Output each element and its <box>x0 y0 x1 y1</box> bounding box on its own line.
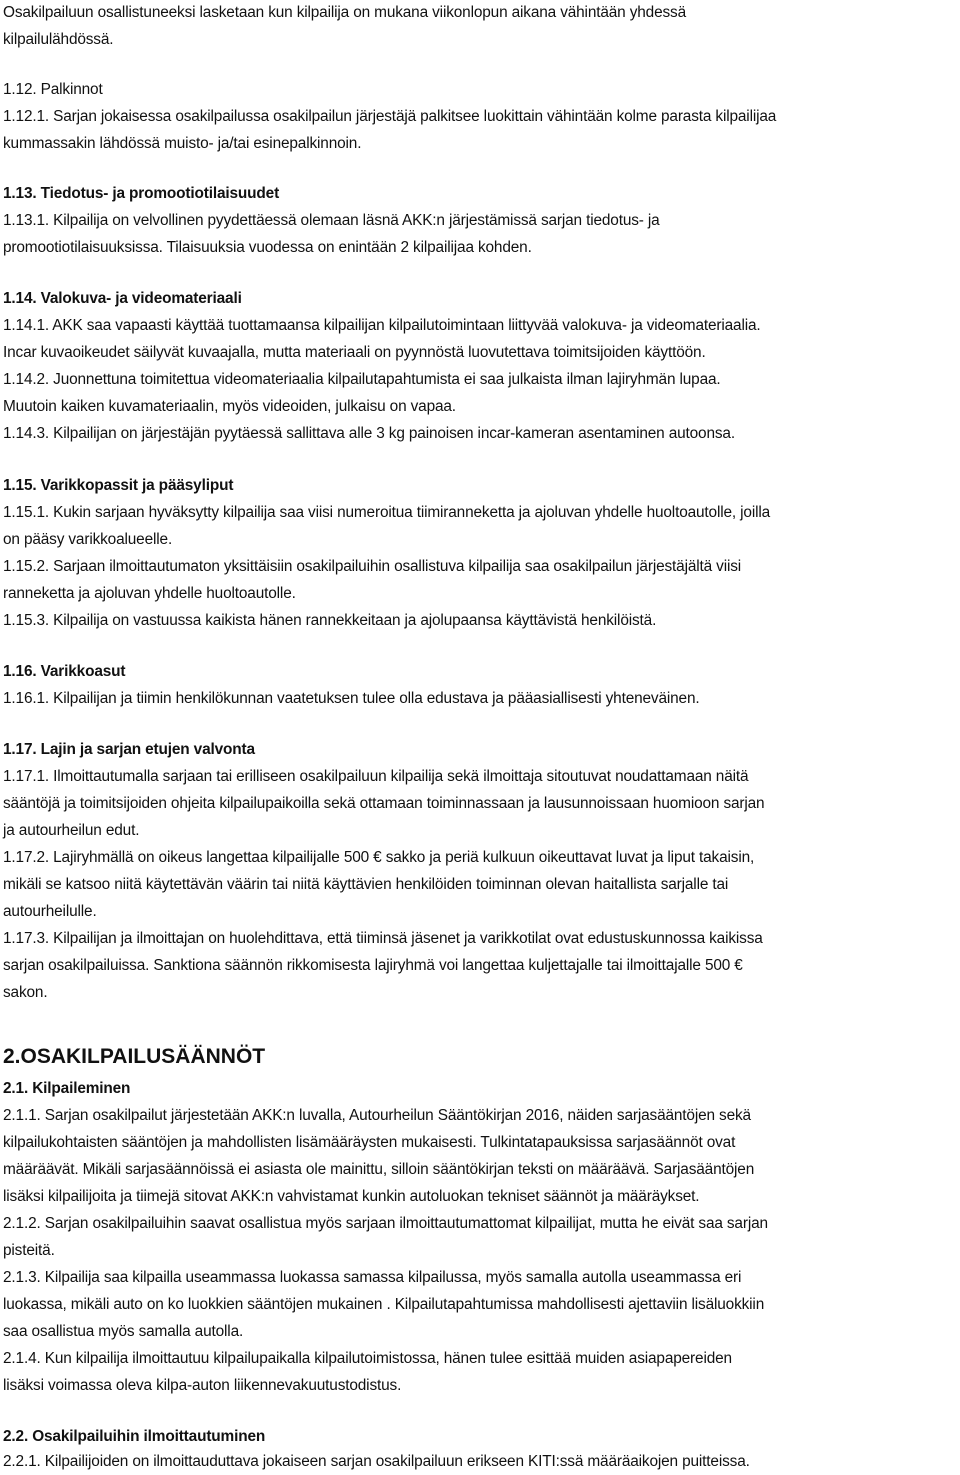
body-text-line: sääntöjä ja toimitsijoiden ohjeita kilpailupaikoilla sekä ottamaan toiminnassaan ja lausunnoissaan huomioon sarjan <box>3 795 765 812</box>
body-text-line: 2.1.2. Sarjan osakilpailuihin saavat osallistua myös sarjaan ilmoittautumattomat kilpailijat, mutta he eivät saa sarjan <box>3 1215 768 1232</box>
body-text-line: ja autourheilun edut. <box>3 822 140 839</box>
body-text-line: Muutoin kaiken kuvamateriaalin, myös videoiden, julkaisu on vapaa. <box>3 398 456 415</box>
body-text-line: 1.17.1. Ilmoittautumalla sarjaan tai erilliseen osakilpailuun kilpailija sekä ilmoittaja sitoutuvat noudattamaan näitä <box>3 768 749 785</box>
chapter-heading: 2.OSAKILPAILUSÄÄNNÖT <box>3 1045 266 1068</box>
section-heading: 2.2. Osakilpailuihin ilmoittautuminen <box>3 1428 266 1445</box>
body-text-line: 1.16.1. Kilpailijan ja tiimin henkilökunnan vaatetuksen tulee olla edustava ja pääasiallisesti yhteneväinen. <box>3 690 700 707</box>
body-text-line: on pääsy varikkoalueelle. <box>3 531 173 548</box>
body-text-line: määräävät. Mikäli sarjasäännöissä ei asiasta ole mainittu, silloin sääntökirjan teksti on määräävä. Sarjasääntöjen <box>3 1161 755 1178</box>
body-text-line: 1.13.1. Kilpailija on velvollinen pyydettäessä olemaan läsnä AKK:n järjestämissä sarjan tiedotus- ja <box>3 212 660 229</box>
body-text-line: promootiotilaisuuksissa. Tilaisuuksia vuodessa on enintään 2 kilpailijaa kohden. <box>3 239 532 256</box>
body-text-line: mikäli se katsoo niitä käytettävän väärin tai niitä käyttävien henkilöiden toiminnan olevan haitallista sarjalle tai <box>3 876 729 893</box>
body-text-line: Incar kuvaoikeudet säilyvät kuvaajalla, mutta materiaali on pyynnöstä luovutettava toimitsijoiden käyttöön. <box>3 344 706 361</box>
section-heading: 1.14. Valokuva- ja videomateriaali <box>3 290 242 307</box>
body-text-line: 2.1.1. Sarjan osakilpailut järjestetään AKK:n luvalla, Autourheilun Sääntökirjan 2016, näiden sarjasääntöjen sekä <box>3 1107 751 1124</box>
body-text-line: kummassakin lähdössä muisto- ja/tai esinepalkinnoin. <box>3 135 362 152</box>
body-text-line: lisäksi kilpailijoita ja tiimejä sitovat AKK:n vahvistamat kunkin autoluokan tekniset säännöt ja määräykset. <box>3 1188 700 1205</box>
body-text-line: autourheilulle. <box>3 903 97 920</box>
body-text-line: luokassa, mikäli auto on ko luokkien sääntöjen mukainen . Kilpailutapahtumissa mahdollisesti ajettaviin lisäluokkiin <box>3 1296 765 1313</box>
body-text-line: 2.1.4. Kun kilpailija ilmoittautuu kilpailupaikalla kilpailutoimistossa, hänen tulee esittää muiden asiapapereiden <box>3 1350 732 1367</box>
section-heading: 1.13. Tiedotus- ja promootiotilaisuudet <box>3 185 280 202</box>
body-text-line: 1.14.3. Kilpailijan on järjestäjän pyytäessä sallittava alle 3 kg painoisen incar-kameran asentaminen autoonsa. <box>3 425 735 442</box>
body-text-line: sarjan osakilpailuissa. Sanktiona säännön rikkomisesta lajiryhmä voi langettaa kuljettajalle tai ilmoittajalle 500 € <box>3 957 743 974</box>
body-text-line: kilpailukohtaisten sääntöjen ja mahdollisten lisämääräysten mukaisesti. Tulkintatapauksissa sarjasäännöt ovat <box>3 1134 736 1151</box>
body-text-line: ranneketta ja ajoluvan yhdelle huoltoautolle. <box>3 585 296 602</box>
section-heading-line: 1.12. Palkinnot <box>3 81 103 98</box>
section-heading: 1.17. Lajin ja sarjan etujen valvonta <box>3 741 255 758</box>
body-text-line: 1.14.1. AKK saa vapaasti käyttää tuottamaansa kilpailijan kilpailutoimintaan liittyvää valokuva- ja videomateriaalia. <box>3 317 761 334</box>
body-text-line: 1.15.1. Kukin sarjaan hyväksytty kilpailija saa viisi numeroitua tiimiranneketta ja ajoluvan yhdelle huoltoautolle, joilla <box>3 504 771 521</box>
body-text-line: 2.1.3. Kilpailija saa kilpailla useammassa luokassa samassa kilpailussa, myös samalla autolla useammassa eri <box>3 1269 742 1286</box>
section-heading: 1.16. Varikkoasut <box>3 663 126 680</box>
body-text-line: sakon. <box>3 984 48 1001</box>
body-text-line: lisäksi voimassa oleva kilpa-auton liikennevakuutustodistus. <box>3 1377 402 1394</box>
body-text-line: saa osallistua myös samalla autolla. <box>3 1323 244 1340</box>
body-text-line: 1.14.2. Juonnettuna toimitettua videomateriaalia kilpailutapahtumista ei saa julkaista ilman lajiryhmän lupaa. <box>3 371 721 388</box>
body-text-line: 2.2.1. Kilpailijoiden on ilmoittauduttava jokaiseen sarjan osakilpailuun erikseen KITI:ssä määräaikojen puitteissa. <box>3 1453 750 1470</box>
body-text-line: 1.17.3. Kilpailijan ja ilmoittajan on huolehdittava, että tiiminsä jäsenet ja varikkotilat ovat edustuskunnossa kaikissa <box>3 930 763 947</box>
body-text-line: 1.15.2. Sarjaan ilmoittautumaton yksittäisiin osakilpailuihin osallistuva kilpailija saa osakilpailun järjestäjältä viisi <box>3 558 742 575</box>
section-heading: 1.15. Varikkopassit ja pääsyliput <box>3 477 234 494</box>
body-text-line: pisteitä. <box>3 1242 55 1259</box>
body-text-line: 1.15.3. Kilpailija on vastuussa kaikista hänen rannekkeitaan ja ajolupaansa käyttävistä henkilöistä. <box>3 612 657 629</box>
body-text-line: 1.17.2. Lajiryhmällä on oikeus langettaa kilpailijalle 500 € sakko ja periä kulkuun oikeuttavat luvat ja liput takaisin, <box>3 849 755 866</box>
section-heading: 2.1. Kilpaileminen <box>3 1080 131 1097</box>
body-text-line: kilpailulähdössä. <box>3 31 114 48</box>
body-text-line: Osakilpailuun osallistuneeksi lasketaan kun kilpailija on mukana viikonlopun aikana vähintään yhdessä <box>3 4 686 21</box>
body-text-line: 1.12.1. Sarjan jokaisessa osakilpailussa osakilpailun järjestäjä palkitsee luokittain vähintään kolme parasta kilpailijaa <box>3 108 777 125</box>
